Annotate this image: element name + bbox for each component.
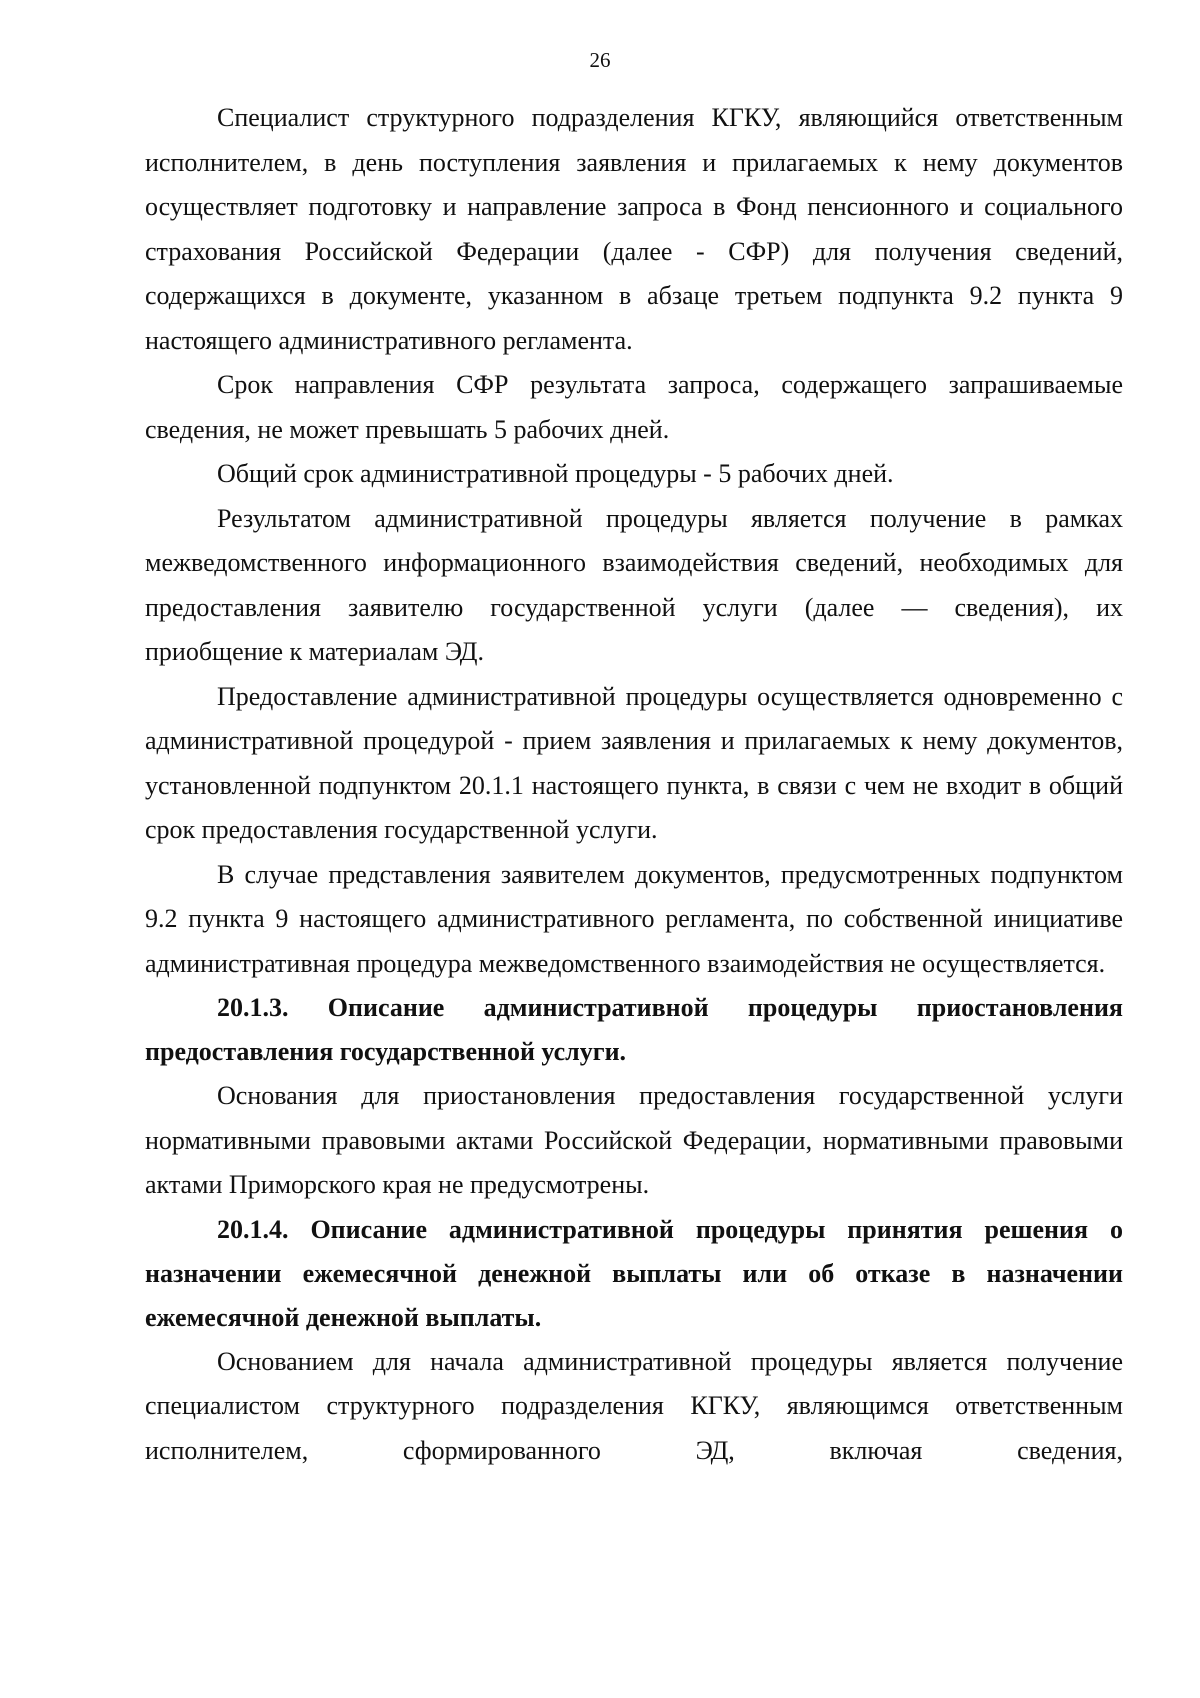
section-heading-20-1-3: 20.1.3. Описание административной процедуры приостановления предоставления государственной услуги. [145, 993, 1123, 1066]
paragraph-total-term: Общий срок административной процедуры - 5 рабочих дней. [217, 459, 894, 488]
paragraph-simultaneous-procedure: Предоставление административной процедуры осуществляется одновременно с административной процедурой - прием заявления и прилагаемых к нему документов, установленной подпунктом 20.1.1 настоящего пункта, в связи с чем не входит в общий срок предоставления государственной услуги. [145, 681, 1123, 844]
paragraph-suspension-grounds: Основания для приостановления предоставления государственной услуги нормативными правовыми актами Российской Федерации, нормативными правовыми актами Приморского края не предусмотрены. [145, 1081, 1123, 1199]
document-body [145, 96, 1123, 1473]
paragraph-procedure-result: Результатом административной процедуры является получение в рамках межведомственного информационного взаимодействия сведений, необходимых для предоставления заявителю государственной услуги (далее — сведения), их приобщение к материалам ЭД. [145, 503, 1123, 666]
paragraph-sfr-response-term: Срок направления СФР результата запроса, содержащего запрашиваемые сведения, не может превышать 5 рабочих дней. [145, 370, 1123, 444]
page-number: 26 [589, 48, 611, 72]
paragraph-request-to-sfr: Специалист структурного подразделения КГКУ, являющийся ответственным исполнителем, в день поступления заявления и прилагаемых к нему документов осуществляет подготовку и направление запроса в Фонд пенсионного и социального страхования Российской Федерации (далее - СФР) для получения сведений, содержащихся в документе, указанном в абзаце третьем подпункта 9.2 пункта 9 настоящего административного регламента. [145, 103, 1123, 355]
paragraph-own-initiative: В случае представления заявителем документов, предусмотренных подпунктом 9.2 пункта 9 настоящего административного регламента, по собственной инициативе административная процедура межведомственного взаимодействия не осуществляется. [145, 859, 1123, 978]
section-heading-20-1-4: 20.1.4. Описание административной процедуры принятия решения о назначении ежемесячной денежной выплаты или об отказе в назначении ежемесячной денежной выплаты. [145, 1214, 1123, 1332]
paragraph-procedure-basis: Основанием для начала административной процедуры является получение специалистом структурного подразделения КГКУ, являющимся ответственным исполнителем, сформированного ЭД, включая сведения, [145, 1346, 1123, 1465]
